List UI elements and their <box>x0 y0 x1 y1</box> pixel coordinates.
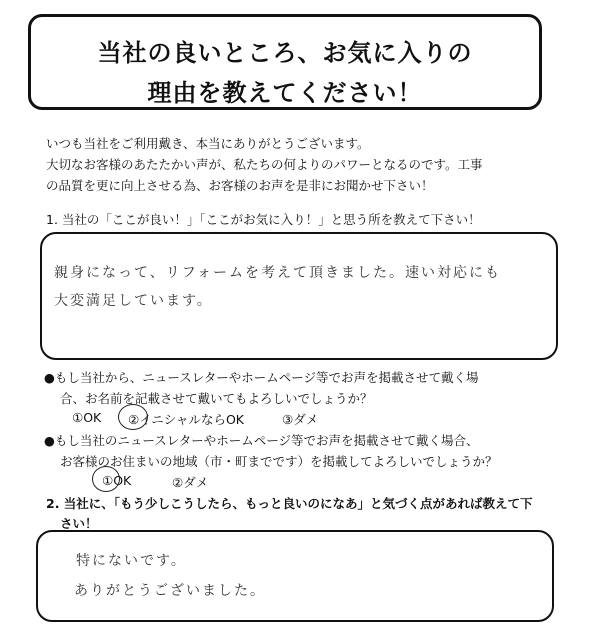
question-1-answer-line-2: 大変満足しています。 <box>54 293 213 309</box>
title-line-2: 理由を教えてください！ <box>147 79 423 107</box>
question-2-line-1: 2. 当社に、「もう少しこうしたら、もっと良いのになあ」と気づく点があれば教えて下 <box>46 496 533 511</box>
question-2-answer-line-2: ありがとうございました。 <box>74 583 266 599</box>
question-2-line-2: さい！ <box>60 516 98 531</box>
area-option-1-circle <box>92 466 120 492</box>
question-area-line-1: ●もし当社のニュースレターやホームページ等でお声を掲載させて戴く場合、 <box>44 433 479 448</box>
question-area-line-2: お客様のお住まいの地域（市・町までです）を掲載してよろしいでしょうか？ <box>60 454 498 469</box>
question-publish-line-2: 合、お名前を記載させて戴いてもよろしいでしょうか？ <box>60 391 373 406</box>
area-option-1: ①OK <box>102 473 132 488</box>
title-box <box>28 14 542 110</box>
intro-line-3: の品質を更に向上させる為、お客様のお声を是非にお聞かせ下さい！ <box>46 178 434 193</box>
intro-line-1: いつも当社をご利用戴き、本当にありがとうございます。 <box>46 136 370 151</box>
area-option-2: ②ダメ <box>172 475 209 490</box>
publish-option-3: ③ダメ <box>282 412 319 427</box>
question-1-label: 1. 当社の「ここが良い！」「ここがお気に入り！」と思う所を教えて下さい！ <box>46 212 481 227</box>
title-line-1: 当社の良いところ、お気に入りの <box>97 39 473 67</box>
question-1-answer-line-1: 親身になって、リフォームを考えて頂きました。速い対応にも <box>54 265 502 281</box>
publish-option-2: ②イニシャルならOK <box>128 412 244 427</box>
question-2-answer-box <box>36 530 554 622</box>
question-publish-line-1: ●もし当社から、ニュースレターやホームページ等でお声を掲載させて戴く場 <box>44 370 479 385</box>
publish-option-1: ①OK <box>72 410 102 425</box>
question-1-answer-box <box>40 232 558 360</box>
intro-line-2: 大切なお客様のあたたかい声が、私たちの何よりのパワーとなるのです。工事 <box>46 157 483 172</box>
question-2-answer-line-1: 特にないです。 <box>76 553 187 569</box>
publish-option-2-circle <box>118 404 148 430</box>
